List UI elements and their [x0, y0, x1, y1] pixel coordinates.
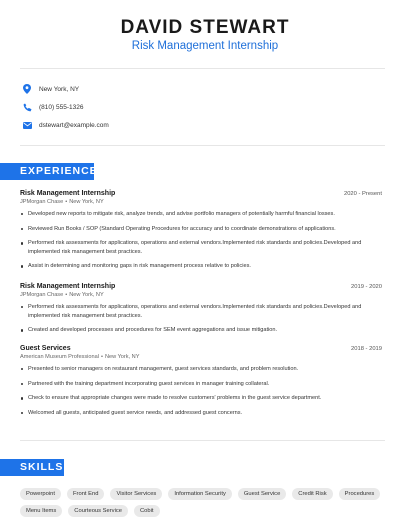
role-subtitle: Risk Management Internship	[131, 40, 279, 52]
contact-phone	[22, 100, 83, 114]
bullet-item: Partnered with the training department incorporating guest services in manager training collateral.	[20, 380, 382, 389]
company-name: JPMorgan Chase	[20, 292, 64, 298]
bullet-item: Reviewed Run Books / SOP (Standard Operating Procedures for accuracy and to coordinate demonstrations of applications.	[20, 225, 382, 234]
job-entry	[20, 190, 382, 277]
job-title: Risk Management Internship	[20, 283, 116, 290]
skill-tag: Guest Service	[238, 488, 286, 500]
contact-phone-text: (810) 555-1326	[39, 103, 84, 111]
skill-tag: Menu Items	[20, 505, 62, 517]
divider	[20, 145, 385, 146]
bullet-item: Developed new reports to mitigate risk, analyze trends, and advise portfolio managers of potentially harmful financial losses.	[20, 210, 382, 219]
divider	[20, 68, 385, 69]
job-date: 2018 - 2019	[351, 346, 382, 352]
job-title: Risk Management Internship	[20, 190, 116, 197]
contact-email-text[interactable]: dstewart@example.com	[39, 121, 109, 129]
skill-tag: Credit Risk	[292, 488, 332, 500]
job-title: Guest Services	[20, 345, 71, 352]
skill-tag: Cobit	[134, 505, 160, 517]
separator-dot: •	[65, 199, 68, 205]
job-date: 2020 - Present	[343, 191, 382, 197]
job-location: New York, NY	[69, 292, 104, 298]
experience-heading: EXPERIENCE	[0, 163, 94, 180]
skill-tag: Information Security	[168, 488, 232, 500]
contact-location-text: New York, NY	[39, 85, 80, 93]
job-entry	[20, 283, 382, 341]
job-entry	[20, 345, 382, 423]
bullet-item: Presented to senior managers on restaurant management, guest services standards, and problem resolution.	[20, 365, 382, 374]
job-date: 2019 - 2020	[351, 284, 382, 290]
divider	[20, 440, 385, 441]
bullet-item: Check to ensure that appropriate changes were made to resolve customers' problems in the guest service department.	[20, 394, 382, 403]
skill-tag: Visitor Services	[110, 488, 162, 500]
contact-email[interactable]	[22, 118, 109, 132]
job-bullets	[20, 303, 382, 335]
bullet-item: Performed risk assessments for applications, operations and external vendors.Implemented risk standards and policies.Developed and implemented risk management best practices.	[20, 239, 382, 256]
location-pin-icon	[22, 84, 32, 95]
skills-heading: SKILLS	[0, 459, 64, 476]
company-name: American Museum Professional	[20, 354, 99, 360]
skill-tag: Front End	[67, 488, 104, 500]
job-location: New York, NY	[69, 199, 104, 205]
skill-tag: Courteous Service	[68, 505, 128, 517]
name-heading: DAVID STEWART	[120, 17, 290, 38]
bullet-item: Created and developed processes and procedures for SEM event aggregations and issue mitigation.	[20, 326, 382, 335]
job-bullets	[20, 210, 382, 271]
company-name: JPMorgan Chase	[20, 199, 64, 205]
contact-location	[22, 82, 79, 96]
skill-tag: Powerpoint	[20, 488, 61, 500]
job-bullets	[20, 365, 382, 417]
job-location: New York, NY	[104, 354, 140, 360]
bullet-item: Welcomed all guests, anticipated guest service needs, and addressed guest concerns.	[20, 409, 382, 418]
bullet-item: Assist in determining and monitoring gaps in risk management process relative to policies.	[20, 262, 382, 271]
separator-dot: •	[65, 292, 68, 298]
email-icon	[22, 120, 32, 131]
skill-tag: Procedures	[339, 488, 381, 500]
separator-dot: •	[100, 354, 103, 360]
phone-icon	[22, 102, 32, 113]
bullet-item: Performed risk assessments for applications, operations and external vendors.Implemented risk standards and policies.Developed and implemented risk management best practices.	[20, 303, 382, 320]
skills-list	[20, 488, 400, 522]
